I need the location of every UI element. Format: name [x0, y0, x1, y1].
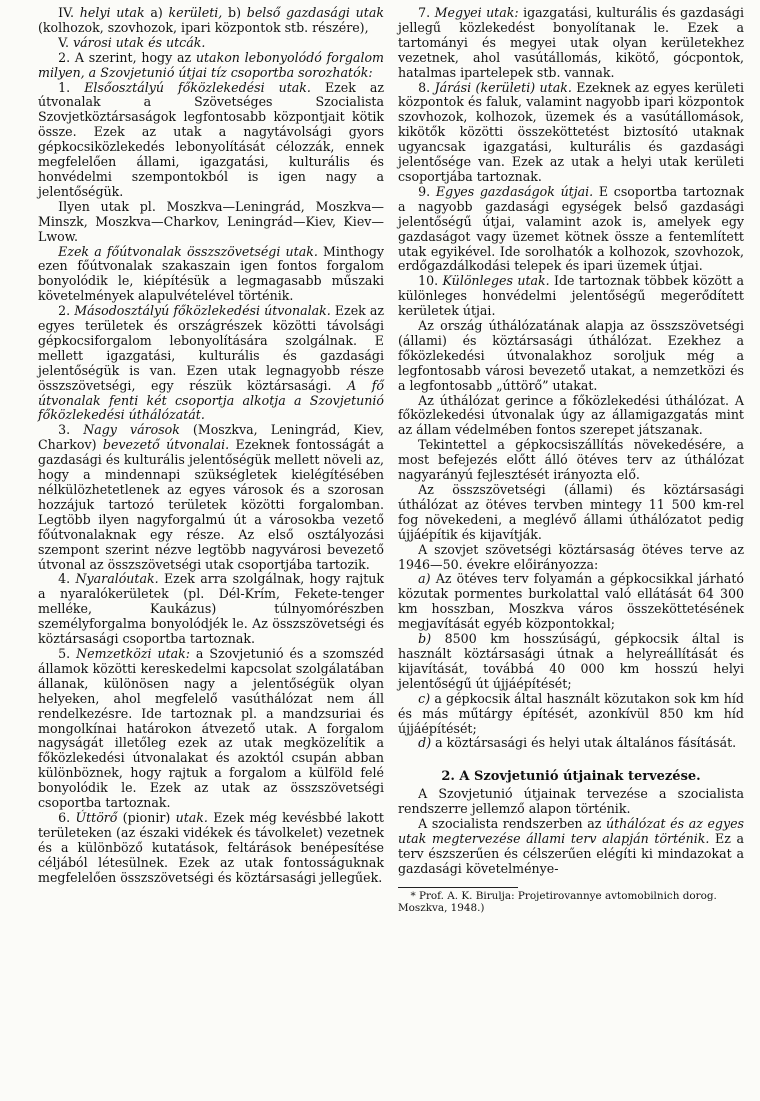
category-1-paragraph: 1. Elsőosztályú főközlekedési utak. Ezek az útvonalak a Szövetséges Szocialista Szovjetköztársaságok legfontosabb központjait kötik össze. Ezek az utak a nagytávolsági gyors gépkocsiközlekedés lebonyolítását célozzák, ennek megfelelően állami, igazgatási, kulturális és honvédelmi szempontokból is igen nagy a jelentőségük.	[38, 79, 384, 199]
plan-item-d: d) a köztársasági és helyi utak általános fásítását.	[418, 735, 737, 751]
plan-intro-paragraph: A szovjet szövetségi köztársaság ötéves terve az 1946—50. évekre előirányozza:	[398, 541, 744, 572]
category-6-paragraph: 6. Úttörő (pionir) utak. Ezek még kevésbbé lakott területeken (az északi vidékek és távolkelet) vezetnek és a különböző kutatások, feltárások benépesítése céljából létesülnek. Ezek az utak fontosságuknak megfelelően összszövetségi és köztársasági jellegűek.	[38, 809, 384, 885]
category-8-paragraph: 8. Járási (kerületi) utak. Ezeknek az egyes kerületi központok és faluk, valamint nagyobb ipari központok szovhozok, kolhozok, üzemek és a vasútállomások, kikötők közötti összeköttetést biztosító utaknak ugyancsak igazgatási, kulturális és gazdasági jelentősége van. Ezek az utak a helyi utak kerületi csoportjába tartoznak.	[398, 79, 744, 184]
category-10-paragraph: 10. Különleges utak. Ide tartoznak többek között a különleges honvédelmi jelentőségű megerődített kerületek útjai.	[398, 273, 744, 319]
network-backbone-paragraph: Az úthálózat gerince a főközlekedési úthálózat. A főközlekedési útvonalak úgy az államigazgatás mint az állam védelmében fontos szerepet játszanak.	[398, 392, 744, 438]
right-column	[398, 6, 744, 1101]
five-year-plan-paragraph: Tekintettel a gépkocsiszállítás növekedésére, a most befejezés előtt álló ötéves terv az úthálózat nagyarányú fejlesztését irányozta elő.	[398, 437, 744, 483]
left-column	[38, 6, 384, 1101]
category-3-paragraph: 3. Nagy városok (Moszkva, Leningrád, Kiev, Charkov) bevezető útvonalai. Ezeknek fontosságát a gazdasági és kulturális jelentőségük mellett növeli az, hogy a mindennapi szükségletek kielégítésében nélkülözhetetlenek az egyes városok és a szorosan hozzájuk tartozó területek közötti forgalomban. Legtöbb ilyen nagyforgalmú út a városokba vezető főútvonalaknak egy része. Az első osztályozási szempont szerint nézve legtöbb nagyvárosi bevezető útvonal az összszövetségi utak csoportjába tartozik.	[38, 422, 384, 572]
classification-intro: 2. A szerint, hogy az utakon lebonyolódó forgalom milyen, a Szovjetunió útjai tíz csoportba sorozhatók:	[38, 49, 384, 80]
road-category-list-v: V. városi utak és utcák.	[58, 34, 206, 50]
section-heading: 2. A Szovjetunió útjainak tervezése.	[441, 769, 701, 785]
text-segment: IV.	[58, 5, 80, 20]
network-growth-paragraph: Az összszövetségi (állami) és köztársasági úthálózat az ötéves tervben mintegy 11 500 km-rel fog növekedeni, a meglévő állami úthálózatot pedig újjáépítik és kijavítják.	[398, 482, 744, 542]
network-basis-paragraph: Az ország úthálózatának alapja az összszövetségi (állami) és köztársasági úthálózat. Ezekhez a főközlekedési útvonalakhoz soroljuk még a legfontosabb városi bevezető utakat, a nemzetközi és a legfontosabb „úttörő” utakat.	[398, 318, 744, 393]
plan-item-b: b) 8500 km hosszúságú, gépkocsik által is használt köztársasági útnak a helyreállítását és kijavítását, továbbá 40 000 km hosszú helyi jelentőségű út újjáépítését;	[398, 631, 744, 691]
road-category-list-iv: IV. helyi utak a) kerületi, b) belső gazdasági utak (kolhozok, szovhozok, ipari központok stb. részére),	[38, 5, 384, 35]
category-5-paragraph: 5. Nemzetközi utak: a Szovjetunió és a szomszéd államok közötti kereskedelmi kapcsolat szolgálatában állanak, különösen nagy a jelentőségük olyan helyeken, ahol megfelelő vasúthálózat nem áll rendelkezésre. Ide tartoznak pl. a mandzsuriai és mongolkínai határokon átvezető utak. A forgalom nagyságát illetőleg ezek az utak megközelítik a főközlekedési útvonalakat és azoktól csupán abban különböznek, hogy rajtuk a forgalom a külföld felé bonyolódik le. Ezek az utak az összszövetségi csoportba tartoznak.	[38, 645, 384, 811]
category-2-paragraph: 2. Másodosztályú főközlekedési útvonalak. Ezek az egyes területek és országrészek közötti távolsági gépkocsiforgalom lebonyolítására szolgálnak. E mellett igazgatási, kulturális és gazdasági jelentőségük is van. Ezen utak legnagyobb része összszövetségi, egy részük köztársasági. A fő útvonalak fenti két csoportja alkotja a Szovjetunió főközlekedési úthálózatát.	[38, 303, 385, 423]
plan-item-c: c) a gépkocsik által használt közutakon sok km híd és más műtárgy építését, azonkívül 850 km híd újjáépítését;	[398, 690, 744, 736]
emphasis-text: kerületi,	[168, 5, 223, 20]
emphasis-text: helyi utak	[79, 5, 145, 20]
emphasis-text: belső gazdasági utak	[246, 5, 384, 20]
category-7-paragraph: 7. Megyei utak: igazgatási, kulturális és gazdasági jellegű közlekedést bonyolítanak le. Ezek a tartományi és megyei utak olyan kerületekhez vezetnek, ahol vasútállomás, kikötő, gócpontok, hatalmas iparteleрek stb. vannak.	[398, 5, 744, 80]
footnote-divider	[398, 887, 518, 888]
planning-intro-paragraph: A Szovjetunió útjainak tervezése a szocialista rendszerre jellemző alapon történik.	[398, 786, 744, 817]
footnote: * Prof. A. K. Birulja: Projetirovannye avtomobilnich dorog. Moszkva, 1948.)	[398, 889, 717, 914]
plan-item-a: a) Az ötéves terv folyamán a gépkocsikkal járható közutak pormentes burkolattal való ellátását 64 300 km hosszban, Moszkva város összeköttetésének megjavítását egyéb központokkal;	[398, 571, 744, 632]
category-4-paragraph: 4. Nyaralóutak. Ezek arra szolgálnak, hogy rajtuk a nyaralókerületek (pl. Dél-Krím, Fekete-tenger melléke, Kaukázus) túlnyomórészben személyforgalma bonyolódjék le. Az összszövetségi és köztársasági csoportba tartoznak.	[38, 571, 384, 647]
category-1-examples: Ilyen utak pl. Moszkva—Leningrád, Moszkva—Minszk, Moszkva—Charkov, Leningrád—Kiev, Kiev—Lwow.	[38, 198, 384, 244]
category-9-paragraph: 9. Egyes gazdaságok útjai. E csoportba tartoznak a nagyobb gazdasági egységek belső gazdasági jelentőségű útjai, valamint azok is, amelyek egy gazdaságot vagy üzemet kötnek össze a fentemlített utak egyikével. Ide sorolhatók a kolhozok, szovhozok, erdőgazdálkodási telepek és ipari üzemek útjai.	[398, 183, 744, 274]
category-1-note: Ezek a főútvonalak összszövetségi utak. Minthogy ezen főútvonalak szakaszain igen fontos forgalom bonyolódik le, kiépítésük a legmagasabb műszaki követelmények alapulvételével történik.	[38, 243, 384, 304]
planning-system-paragraph: A szocialista rendszerben az úthálózat és az egyes utak megtervezése állami terv alapján történik. Ez a terv észszerűen és célszerűen elégíti ki mindazokat a gazdasági követelménye-	[398, 816, 744, 876]
